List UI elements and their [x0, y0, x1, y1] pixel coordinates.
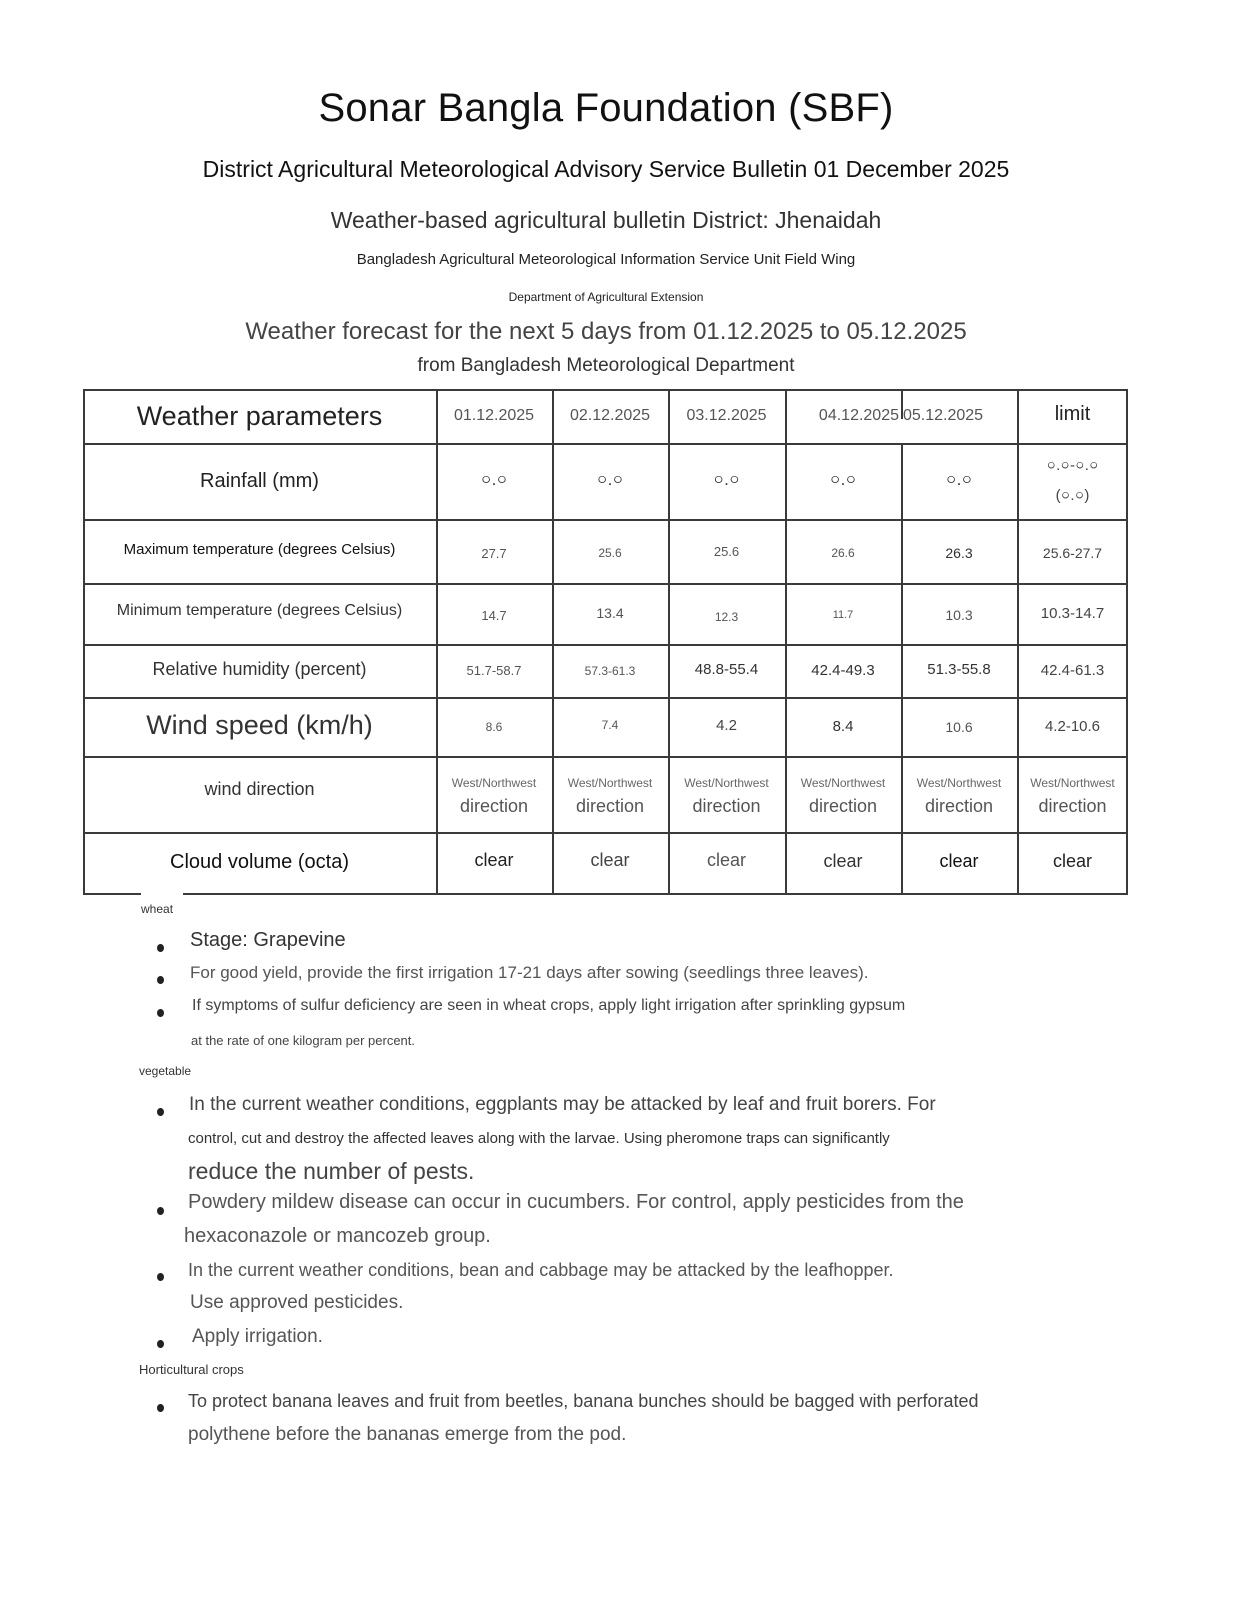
humidity-limit: 42.4-61.3	[1040, 662, 1105, 679]
wind-direction-text: West/Northwest	[800, 776, 886, 790]
wind-direction-text: West/Northwest	[567, 776, 653, 790]
cloud-value: clear	[823, 850, 863, 871]
vegetable-advice-line: Apply irrigation.	[192, 1326, 323, 1347]
cloud-limit: clear	[1052, 850, 1092, 871]
wind-direction-text: West/Northwest	[684, 776, 769, 790]
wind-speed-value: 4.2	[716, 716, 737, 734]
rainfall-value: ০.০	[480, 470, 508, 489]
rainfall-limit-range: ০.০-০.০	[1046, 457, 1099, 474]
header-dates-merged	[785, 389, 1017, 443]
header-weather-parameters: Weather parameters	[136, 400, 383, 431]
wheat-advice-item: If symptoms of sulfur deficiency are seen in wheat crops, apply light irrigation after sprinkling gypsum	[192, 997, 906, 1014]
wind-direction-suffix: direction	[692, 796, 761, 816]
bullet-icon	[157, 1108, 164, 1116]
header-date: 04.12.2025	[818, 407, 899, 424]
wind-direction-value	[901, 761, 1017, 831]
vegetable-advice-line: In the current weather conditions, bean and cabbage may be attacked by the leafhopper.	[188, 1260, 894, 1280]
cloud-value: clear	[590, 849, 630, 870]
row-label-min-temperature: Minimum temperature (degrees Celsius)	[116, 602, 403, 619]
row-label-wind-direction: wind direction	[204, 778, 315, 799]
vegetable-advice-line: reduce the number of pests.	[188, 1158, 475, 1184]
service-unit-line: Bangladesh Agricultural Meteorological Information Service Unit Field Wing	[356, 251, 856, 268]
min-temp-value: 13.4	[596, 605, 624, 621]
bullet-icon	[157, 1273, 164, 1281]
header-date: 01.12.2025	[453, 407, 535, 424]
forecast-source: from Bangladesh Meteorological Department	[417, 355, 795, 376]
wind-direction-suffix: direction	[808, 796, 878, 816]
wind-direction-text: West/Northwest	[451, 776, 537, 790]
bulletin-subtitle: District Agricultural Meteorological Advisory Service Bulletin 01 December 2025	[202, 156, 1010, 182]
max-temp-value: 27.7	[481, 545, 507, 561]
row-label-relative-humidity: Relative humidity (percent)	[152, 658, 367, 679]
rainfall-limit	[1017, 443, 1128, 519]
vegetable-advice-line: In the current weather conditions, eggplants may be attacked by leaf and fruit borers. For	[189, 1094, 936, 1115]
min-temp-limit: 10.3-14.7	[1040, 604, 1105, 622]
max-temp-value: 26.3	[945, 545, 973, 561]
wind-speed-value: 10.6	[945, 718, 973, 735]
wind-speed-value: 8.6	[485, 719, 503, 734]
header-limit: limit	[1054, 402, 1091, 425]
bullet-icon	[157, 1340, 164, 1348]
max-temp-value: 26.6	[831, 546, 855, 560]
bullet-icon	[157, 1207, 164, 1215]
section-label-horticultural-crops: Horticultural crops	[139, 1362, 244, 1377]
wind-direction-suffix: direction	[575, 796, 645, 816]
rainfall-value: ০.০	[596, 470, 624, 489]
rainfall-limit-avg: (০.০)	[1055, 487, 1090, 504]
row-label-max-temperature: Maximum temperature (degrees Celsius)	[123, 540, 396, 558]
bullet-icon	[157, 1009, 164, 1017]
wind-direction-suffix: direction	[924, 796, 994, 816]
humidity-value: 48.8-55.4	[694, 660, 759, 678]
max-temp-value: 25.6	[713, 543, 740, 559]
bullet-icon	[157, 1404, 164, 1412]
table-border-bottom	[83, 893, 141, 895]
wind-direction-text: West/Northwest	[916, 776, 1002, 790]
min-temp-value: 10.3	[945, 607, 973, 623]
vegetable-advice-line: Powdery mildew disease can occur in cucumbers. For control, apply pesticides from the	[188, 1191, 964, 1213]
wind-direction-suffix: direction	[1038, 796, 1107, 816]
wind-direction-text: West/Northwest	[1030, 776, 1115, 790]
min-temp-value: 11.7	[832, 609, 854, 621]
vegetable-advice-line: hexaconazole or mancozeb group.	[184, 1225, 491, 1247]
row-label-rainfall: Rainfall (mm)	[200, 469, 319, 492]
cloud-value: clear	[474, 849, 514, 870]
district-bulletin-line: Weather-based agricultural bulletin District: Jhenaidah	[330, 207, 882, 233]
wheat-advice-item: For good yield, provide the first irrigation 17-21 days after sowing (seedlings three leaves).	[190, 963, 869, 982]
horticultural-advice-line: polythene before the bananas emerge from the pod.	[188, 1424, 627, 1445]
bullet-icon	[157, 976, 164, 984]
max-temp-value: 25.6	[598, 546, 622, 560]
cloud-value: clear	[939, 850, 979, 871]
humidity-value: 51.7-58.7	[466, 663, 522, 678]
wind-speed-value: 8.4	[832, 718, 854, 735]
humidity-value: 57.3-61.3	[584, 663, 636, 678]
wind-direction-value	[785, 761, 901, 831]
header-date: 02.12.2025	[569, 407, 651, 424]
department-line: Department of Agricultural Extension	[508, 290, 704, 304]
row-label-wind-speed: Wind speed (km/h)	[146, 709, 373, 740]
wind-direction-value	[436, 761, 552, 831]
row-label-cloud-volume: Cloud volume (octa)	[170, 850, 349, 873]
wind-direction-limit	[1017, 761, 1128, 831]
wheat-advice-item: Stage: Grapevine	[190, 929, 346, 951]
wheat-advice-continuation: at the rate of one kilogram per percent.	[191, 1033, 416, 1048]
wind-direction-value	[552, 761, 668, 831]
wind-speed-value: 7.4	[601, 718, 619, 732]
wind-direction-suffix: direction	[459, 796, 529, 816]
horticultural-advice-line: To protect banana leaves and fruit from beetles, banana bunches should be bagged with perforated	[188, 1391, 979, 1411]
wind-direction-value	[668, 761, 785, 831]
rainfall-value: ০.০	[829, 470, 857, 489]
humidity-value: 51.3-55.8	[927, 660, 991, 678]
min-temp-value: 12.3	[714, 610, 739, 624]
max-temp-limit: 25.6-27.7	[1042, 545, 1103, 561]
forecast-title: Weather forecast for the next 5 days from 01.12.2025 to 05.12.2025	[245, 318, 967, 345]
wind-speed-limit: 4.2-10.6	[1044, 718, 1101, 735]
humidity-value: 42.4-49.3	[811, 662, 875, 679]
cloud-value: clear	[706, 849, 746, 870]
header-date: 03.12.2025	[686, 407, 767, 424]
vegetable-advice-line: Use approved pesticides.	[190, 1292, 404, 1313]
min-temp-value: 14.7	[481, 607, 507, 623]
rainfall-value: ০.০	[713, 470, 740, 489]
weather-forecast-table	[83, 389, 1128, 894]
table-border-bottom	[183, 893, 1128, 895]
document-title: Sonar Bangla Foundation (SBF)	[318, 86, 894, 130]
bullet-icon	[157, 944, 164, 952]
section-label-wheat: wheat	[141, 902, 174, 916]
rainfall-value: ০.০	[945, 470, 973, 489]
vegetable-advice-line: control, cut and destroy the affected leaves along with the larvae. Using pheromone traps can significantly	[188, 1130, 890, 1147]
section-label-vegetable: vegetable	[139, 1064, 192, 1078]
header-date: 05.12.2025	[903, 407, 984, 424]
